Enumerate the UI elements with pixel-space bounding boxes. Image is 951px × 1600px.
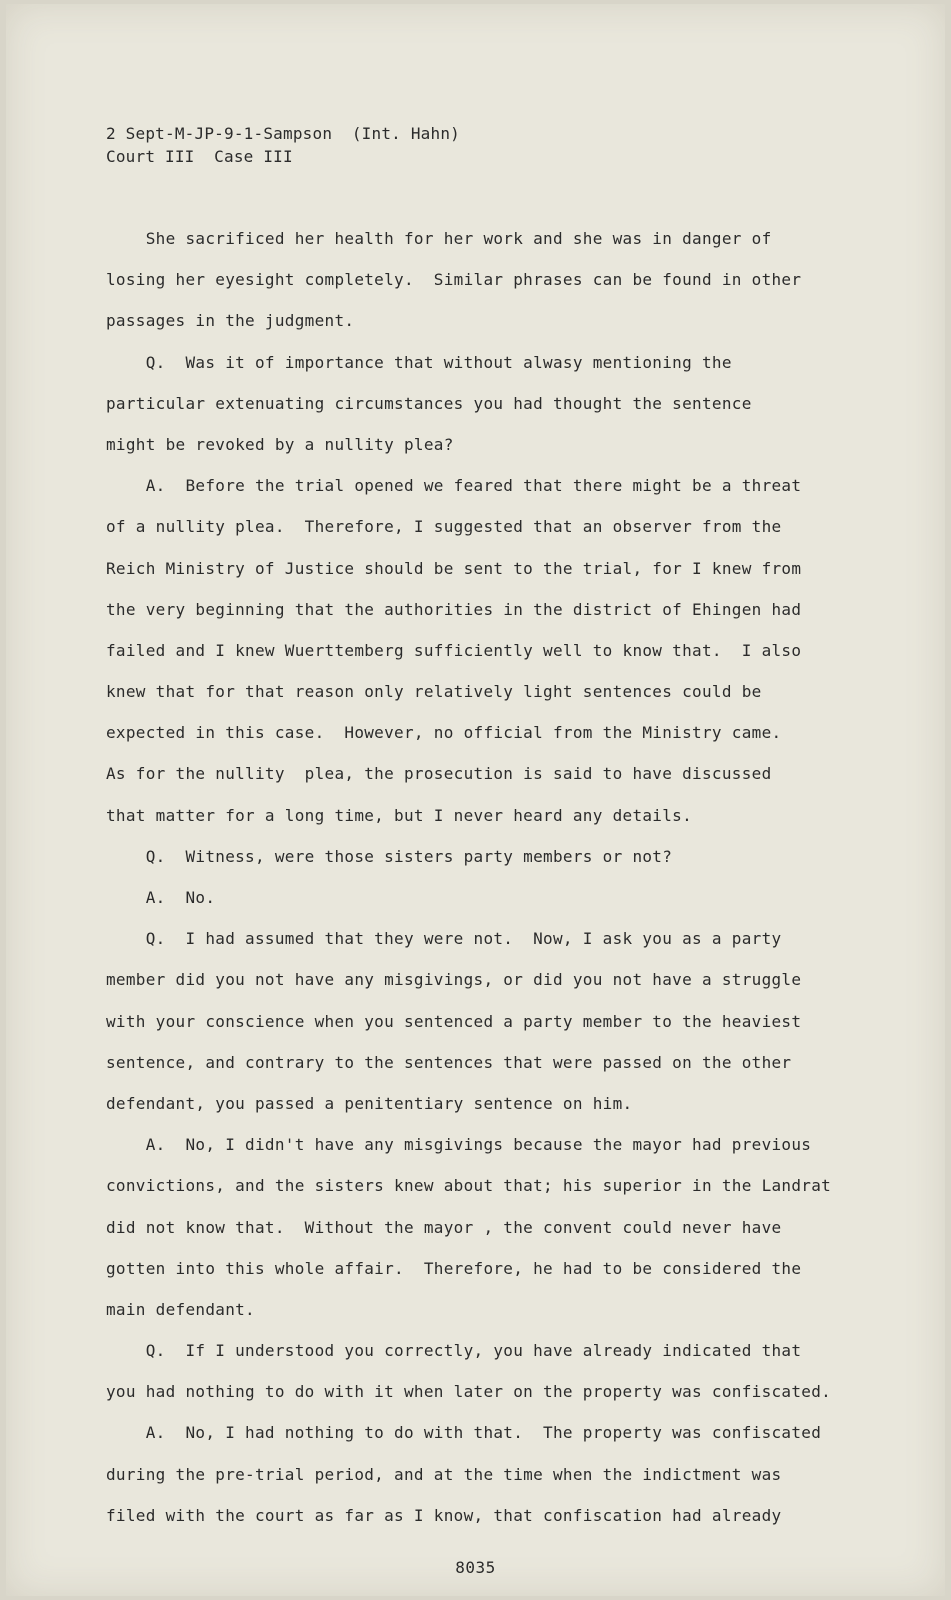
transcript-line: A. No. (106, 888, 216, 907)
transcript-line: Q. Was it of importance that without alwasy mentioning the (106, 352, 732, 372)
transcript-line: you had nothing to do with it when later on the property was confiscated. (106, 1382, 832, 1402)
transcript-line: failed and I knew Wuerttemberg sufficiently well to know that. I also (106, 640, 802, 660)
transcript-line: during the pre-trial period, and at the time when the indictment was (106, 1464, 782, 1484)
transcript-line: She sacrificed her health for her work and she was in danger of (106, 229, 772, 248)
transcript-line: A. No, I didn't have any misgivings because the mayor had previous (106, 1135, 812, 1155)
header-session-line: 2 Sept-M-JP-9-1-Sampson (Int. Hahn) (106, 124, 460, 143)
transcript-line: convictions, and the sisters knew about that; his superior in the Landrat (106, 1176, 832, 1196)
transcript-line: that matter for a long time, but I never heard any details. (106, 805, 693, 825)
transcript-line: might be revoked by a nullity plea? (106, 434, 454, 454)
transcript-body (106, 218, 876, 1536)
transcript-line: Reich Ministry of Justice should be sent to the trial, for I knew from (106, 558, 802, 578)
transcript-line: particular extenuating circumstances you had thought the sentence (106, 393, 752, 413)
transcript-line: Q. I had assumed that they were not. Now, I ask you as a party (106, 929, 782, 949)
header-court-line: Court III Case III (106, 147, 293, 166)
transcript-line: filed with the court as far as I know, that confiscation had already (106, 1505, 782, 1525)
transcript-line: knew that for that reason only relatively light sentences could be (106, 682, 762, 702)
transcript-line: sentence, and contrary to the sentences that were passed on the other (106, 1052, 792, 1072)
transcript-line: did not know that. Without the mayor , the convent could never have (106, 1217, 782, 1237)
transcript-line: expected in this case. However, no official from the Ministry came. (106, 723, 782, 743)
transcript-line: main defendant. (106, 1299, 255, 1319)
transcript-line: losing her eyesight completely. Similar phrases can be found in other (106, 270, 802, 290)
transcript-line: with your conscience when you sentenced a party member to the heaviest (106, 1011, 802, 1031)
transcript-line: of a nullity plea. Therefore, I suggested that an observer from the (106, 517, 782, 537)
transcript-line: A. Before the trial opened we feared that there might be a threat (106, 476, 802, 496)
transcript-line: A. No, I had nothing to do with that. The property was confiscated (106, 1423, 822, 1443)
document-page (6, 4, 945, 1596)
transcript-line: the very beginning that the authorities in the district of Ehingen had (106, 599, 802, 619)
transcript-line: Q. Witness, were those sisters party members or not? (106, 846, 673, 866)
transcript-line: gotten into this whole affair. Therefore, he had to be considered the (106, 1258, 802, 1278)
transcript-line: member did you not have any misgivings, or did you not have a struggle (106, 970, 802, 990)
transcript-line: Q. If I understood you correctly, you have already indicated that (106, 1341, 802, 1361)
page-number: 8035 (455, 1558, 496, 1577)
document-header (106, 122, 460, 168)
transcript-line: defendant, you passed a penitentiary sentence on him. (106, 1093, 633, 1113)
transcript-line: passages in the judgment. (106, 311, 355, 331)
transcript-line: As for the nullity plea, the prosecution is said to have discussed (106, 764, 772, 784)
